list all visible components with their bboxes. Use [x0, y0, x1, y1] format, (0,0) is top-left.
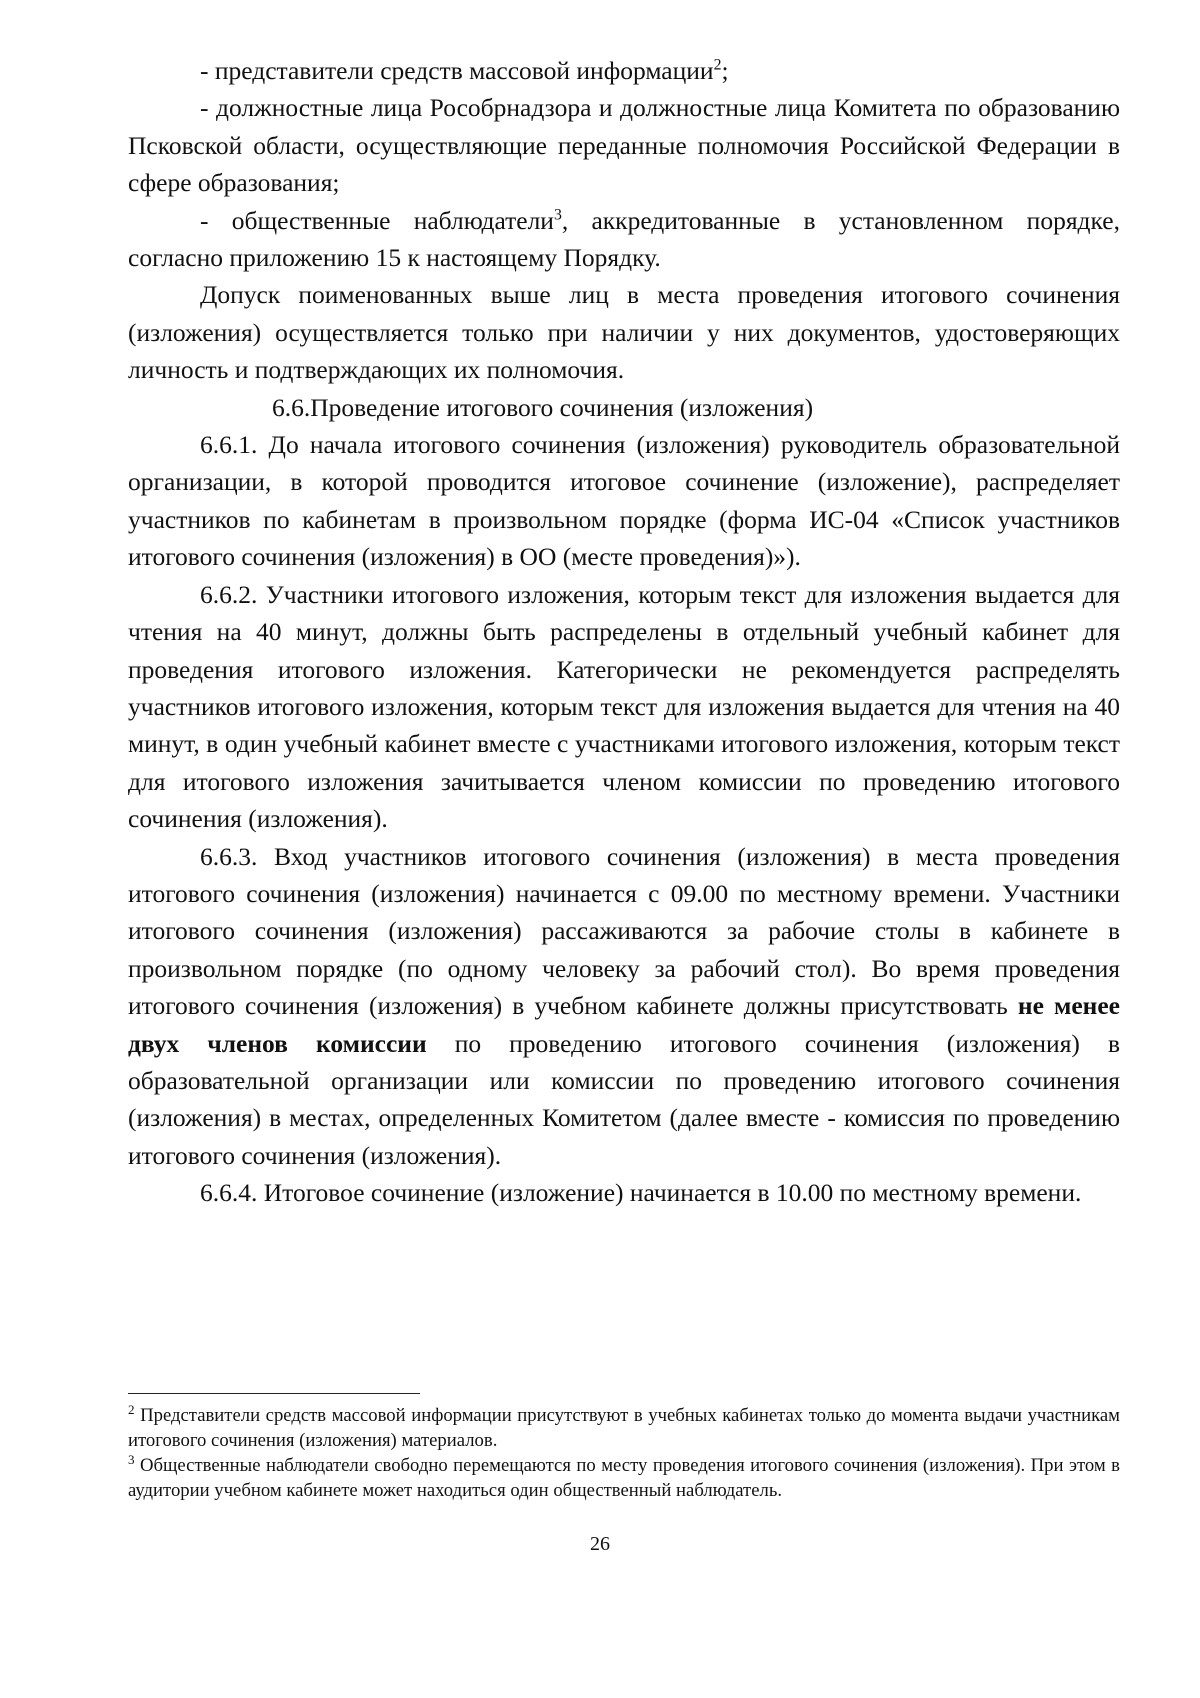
observers-text-b: , аккредитованные в установленном порядке, согласно приложению 15 к настоящему Порядку.: [128, 205, 1120, 273]
footnote-marker: 2: [128, 1401, 135, 1417]
footnote-text: Общественные наблюдатели свободно перемещаются по месту проведения итогового сочинения (изложения). При этом в аудитории учебном кабинете может находиться один общественный наблюдатель.: [128, 1455, 1120, 1501]
media-text: - представители средств массовой информации: [200, 56, 714, 85]
item-6-6-2: [128, 576, 1120, 838]
footnote-2: [128, 1403, 1120, 1453]
footnotes: [128, 1403, 1120, 1503]
paragraph-admission: Допуск поименованных выше лиц в места проведения итогового сочинения (изложения) осуществляется только при наличии у них документов, удостоверяющих личность и подтверждающих их полномочия.: [128, 280, 1120, 385]
document-body: [128, 52, 1120, 1212]
item-6-6-4: [128, 1174, 1120, 1211]
item-number: 6.6.2.: [200, 579, 258, 609]
item-number: 6.6.1.: [200, 430, 258, 460]
footnote-ref-2[interactable]: 2: [713, 56, 722, 74]
paragraph-observers: [128, 202, 1120, 277]
footnote-ref-3[interactable]: 3: [553, 206, 562, 224]
section-6-6-heading: [128, 389, 1120, 426]
item-number: 6.6.3.: [200, 841, 258, 871]
section-number: 6.6.: [272, 392, 311, 422]
page-number: 26: [590, 1533, 610, 1555]
item-text-b: по проведению итогового сочинения (изложения) в образовательной организации или комиссии по проведению итогового сочинения (изложения) в местах, определенных Комитетом (далее вместе - комиссия по проведению итогового сочинения (изложения).: [128, 1028, 1120, 1170]
footnote-text: Представители средств массовой информации присутствуют в учебных кабинетах только до момента выдачи участникам итогового сочинения (изложения) материалов.: [128, 1405, 1120, 1451]
item-text-bold: не менее двух членов комиссии: [128, 991, 1120, 1058]
section-title: Проведение итогового сочинения (изложения): [310, 392, 814, 422]
item-number: 6.6.4.: [200, 1178, 258, 1208]
footnote-divider: [128, 1393, 420, 1394]
media-text-end: ;: [721, 56, 729, 85]
item-6-6-3: [128, 838, 1120, 1175]
item-6-6-1: [128, 426, 1120, 576]
observers-text-a: - общественные наблюдатели: [200, 205, 554, 235]
footnote-3: [128, 1453, 1120, 1503]
paragraph-media: [128, 52, 1120, 89]
item-text: До начала итогового сочинения (изложения) руководитель образовательной организации, в которой проводится итоговое сочинение (изложение), распределяет участников по кабинетам в произвольном порядке (форма ИС-04 «Список участников итогового сочинения (изложения) в ОО (месте проведения)»).: [128, 430, 1121, 572]
item-text: Итоговое сочинение (изложение) начинается в 10.00 по местному времени.: [263, 1178, 1082, 1208]
item-text: Участники итогового изложения, которым текст для изложения выдается для чтения на 40 минут, должны быть распределены в отдельный учебный кабинет для проведения итогового изложения. Категорически не рекомендуется распределять участников итогового изложения, которым текст для изложения выдается для чтения на 40 минут, в один учебный кабинет вместе с участниками итогового изложения, которым текст для итогового изложения зачитывается членом комиссии по проведению итогового сочинения (изложения).: [128, 579, 1120, 834]
item-text-a: Вход участников итогового сочинения (изложения) в места проведения итогового сочинения (изложения) начинается с 09.00 по местному времени. Участники итогового сочинения (изложения) рассаживаются за рабочие столы в кабинете в произвольном порядке (по одному человеку за рабочий стол). Во время проведения итогового сочинения (изложения) в учебном кабинете должны присутствовать: [128, 841, 1120, 1021]
paragraph-officials: - должностные лица Рособрнадзора и должностные лица Комитета по образованию Псковской области, осуществляющие переданные полномочия Российской Федерации в сфере образования;: [128, 93, 1120, 198]
footnote-marker: 3: [128, 1451, 135, 1467]
